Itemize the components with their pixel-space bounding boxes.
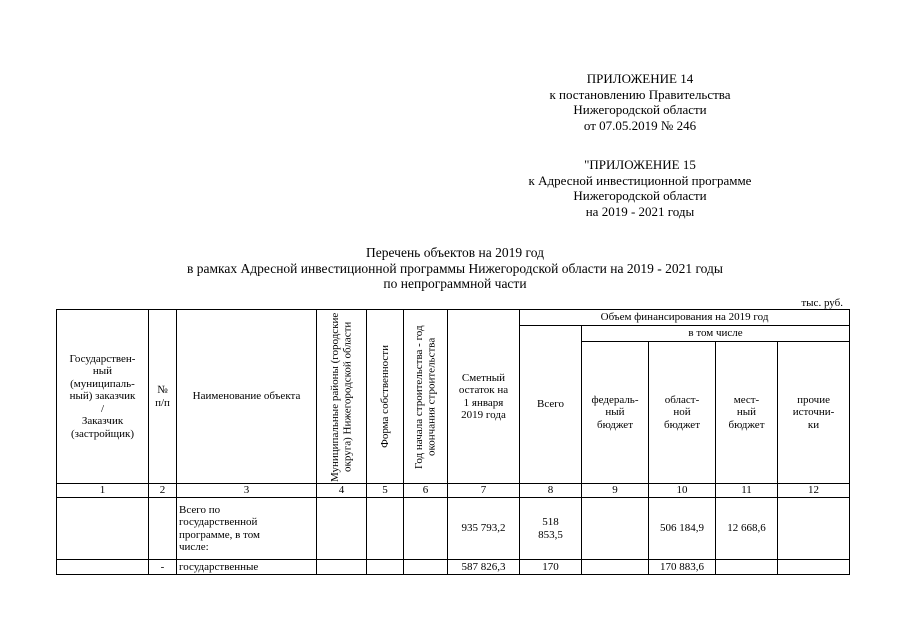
- appendix-15-line: на 2019 - 2021 годы: [585, 203, 695, 219]
- header-balance: Сметный остаток на 1 января 2019 года: [448, 310, 520, 484]
- cell-object-name: Всего по государственной программе, в том числе:: [177, 498, 317, 560]
- title-line: Перечень объектов на 2019 год: [366, 245, 544, 260]
- col-number: 1: [57, 484, 149, 498]
- appendix-14-header: [510, 71, 770, 133]
- cell-ownership: [367, 498, 404, 560]
- cell-number: -: [149, 560, 177, 575]
- appendix-15-line: Нижегородской области: [573, 188, 707, 203]
- title-line: в рамках Адресной инвестиционной программы Нижегородской области на 2019 - 2021 годы: [187, 260, 723, 276]
- header-customer: Государствен- ный (муниципаль- ный) заказчик / Заказчик (застройщик): [57, 310, 149, 484]
- col-number: 4: [317, 484, 367, 498]
- cell-total: 170: [520, 560, 582, 575]
- cell-local: 12 668,6: [716, 498, 778, 560]
- cell-customer: [57, 498, 149, 560]
- header-local: мест- ный бюджет: [716, 342, 778, 484]
- header-ownership: [367, 310, 404, 484]
- header-financing: Объем финансирования на 2019 год: [520, 310, 850, 326]
- cell-other: [778, 560, 850, 575]
- appendix-15-line: к Адресной инвестиционной программе: [528, 172, 752, 188]
- header-total: Всего: [520, 326, 582, 484]
- appendix-14-line: к постановлению Правительства: [549, 86, 731, 102]
- col-number: 7: [448, 484, 520, 498]
- appendix-15-line: "ПРИЛОЖЕНИЕ 15: [584, 157, 696, 172]
- header-years-text: Год начала строительства - год окончания строительства: [413, 324, 438, 469]
- cell-object-name: государственные: [177, 560, 317, 575]
- appendix-14-line: Нижегородской области: [573, 102, 707, 117]
- cell-ownership: [367, 560, 404, 575]
- col-number: 9: [582, 484, 649, 498]
- financing-table: [56, 309, 850, 575]
- appendix-15-header: [490, 157, 790, 219]
- cell-total: 518 853,5: [520, 498, 582, 560]
- header-years: [404, 310, 448, 484]
- cell-balance: 587 826,3: [448, 560, 520, 575]
- cell-districts: [317, 498, 367, 560]
- header-row: [57, 310, 850, 326]
- col-number: 11: [716, 484, 778, 498]
- cell-years: [404, 498, 448, 560]
- col-number: 3: [177, 484, 317, 498]
- col-number: 2: [149, 484, 177, 498]
- col-number: 5: [367, 484, 404, 498]
- appendix-14-line: от 07.05.2019 № 246: [583, 117, 697, 133]
- column-number-row: [57, 484, 850, 498]
- document-title: [100, 245, 810, 292]
- cell-number: [149, 498, 177, 560]
- table-row: [57, 560, 850, 575]
- header-number: № п/п: [149, 310, 177, 484]
- header-ownership-text: Форма собственности: [378, 345, 391, 448]
- appendix-14-line: ПРИЛОЖЕНИЕ 14: [586, 71, 694, 86]
- cell-other: [778, 498, 850, 560]
- header-object-name: Наименование объекта: [177, 310, 317, 484]
- header-federal: федераль- ный бюджет: [582, 342, 649, 484]
- cell-federal: [582, 498, 649, 560]
- col-number: 8: [520, 484, 582, 498]
- cell-districts: [317, 560, 367, 575]
- header-including: в том числе: [582, 326, 850, 342]
- table-row: [57, 498, 850, 560]
- cell-local: [716, 560, 778, 575]
- col-number: 12: [778, 484, 850, 498]
- header-other: прочие источни- ки: [778, 342, 850, 484]
- header-districts-text: Муниципальные районы (городские округа) Нижегородской области: [329, 311, 354, 482]
- col-number: 6: [404, 484, 448, 498]
- title-line: по непрограммной части: [383, 276, 527, 291]
- cell-years: [404, 560, 448, 575]
- cell-customer: [57, 560, 149, 575]
- header-regional: област- ной бюджет: [649, 342, 716, 484]
- cell-federal: [582, 560, 649, 575]
- col-number: 10: [649, 484, 716, 498]
- unit-label: тыс. руб.: [801, 297, 843, 309]
- cell-regional: 170 883,6: [649, 560, 716, 575]
- header-districts: [317, 310, 367, 484]
- cell-regional: 506 184,9: [649, 498, 716, 560]
- cell-balance: 935 793,2: [448, 498, 520, 560]
